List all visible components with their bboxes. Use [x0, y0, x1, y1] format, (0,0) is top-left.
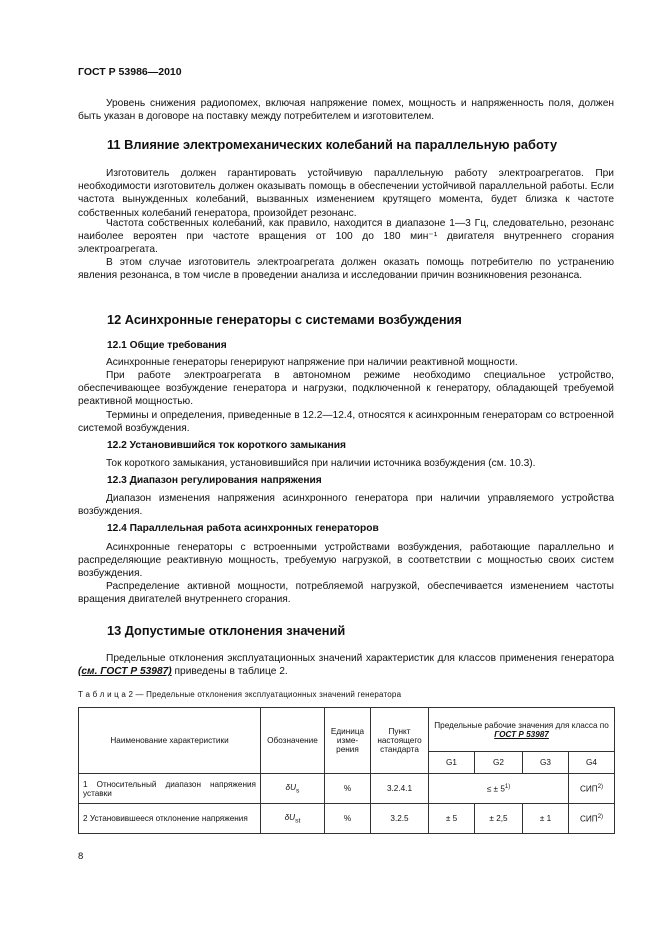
- subsection-12-2-title: 12.2 Установившийся ток короткого замыкания: [107, 440, 346, 451]
- table-row: [79, 774, 615, 804]
- row-2-symbol: $\delta U_{st}$: [261, 804, 325, 834]
- col-header-g2: G2: [475, 752, 523, 774]
- gost-53987-link[interactable]: (см. ГОСТ Р 53987): [78, 666, 172, 678]
- col-header-unit: Единица изме-рения: [325, 708, 371, 774]
- row-2-g3: ± 1: [523, 804, 569, 834]
- subsection-12-2-text: Ток короткого замыкания, установившийся при наличии источника возбуждения (см. 10.3).: [106, 458, 536, 469]
- row-2-unit: %: [325, 804, 371, 834]
- row-1-g1-g3: ≤ ± $5^{1)}$: [429, 774, 569, 804]
- subsection-12-4-paragraph-1: Асинхронные генераторы с встроенными устройствами возбуждения, работающие параллельно и распределяющие реактивную мощность, требуемую нагрузкой, в соответствии с мощностью своих систем возбуждения.: [78, 542, 614, 580]
- row-2-name: 2 Установившееся отклонение напряжения: [79, 804, 261, 834]
- subsection-12-1-title: 12.1 Общие требования: [107, 340, 227, 351]
- row-1-symbol: $\delta U_s$: [261, 774, 325, 804]
- running-header: ГОСТ Р 53986—2010: [78, 66, 182, 78]
- row-1-clause: 3.2.4.1: [371, 774, 429, 804]
- row-2-g1: ± 5: [429, 804, 475, 834]
- subsection-12-1-paragraph-1: Асинхронные генераторы генерируют напряжение при наличии реактивной мощности.: [106, 357, 518, 368]
- subsection-12-4-title: 12.4 Параллельная работа асинхронных генераторов: [107, 523, 379, 534]
- section-11-title: 11 Влияние электромеханических колебаний на параллельную работу: [107, 137, 558, 152]
- subsection-12-1-paragraph-3: Термины и определения, приведенные в 12.2—12.4, относятся к асинхронным генераторам со встроенной системой возбуждения.: [78, 410, 614, 435]
- row-2-g4: СИП$^{2)}$: [569, 804, 615, 834]
- row-2-clause: 3.2.5: [371, 804, 429, 834]
- col-header-g1: G1: [429, 752, 475, 774]
- col-header-symbol: Обозначение: [261, 708, 325, 774]
- col-header-name: Наименование характеристики: [79, 708, 261, 774]
- limits-table: [78, 707, 615, 834]
- subsection-12-4-paragraph-2: Распределение активной мощности, потребляемой нагрузкой, обеспечивается изменением частоты вращения двигателей внутреннего сгорания.: [78, 581, 614, 606]
- page-number: 8: [78, 851, 84, 862]
- col-header-g3: G3: [523, 752, 569, 774]
- subsection-12-1-paragraph-2: При работе электроагрегата в автономном режиме необходимо специальное устройство, обеспечивающее возбуждение генератора и нагрузки, подключенной к генератору, обладающей требуемой реактивной мощностью.: [78, 370, 614, 408]
- section-11-paragraph-2: Частота собственных колебаний, как правило, находится в диапазоне 1—3 Гц, следовательно, резонанс наиболее вероятен при частоте вращения от 100 до 180 мин⁻¹ двигателя внутреннего сгорания электроагрегата.: [78, 218, 614, 256]
- col-header-g4: G4: [569, 752, 615, 774]
- col-header-limits: Предельные рабочие значения для класса по ГОСТ Р 53987: [429, 708, 615, 752]
- section-11-paragraph-1: Изготовитель должен гарантировать устойчивую параллельную работу электроагрегатов. При необходимости изготовитель должен оказывать помощь в обеспечении устойчивой параллельной работы. Если частота вынужденных колебаний, вызванных изменением крутящего момента, будет близка к частоте собственных колебаний генератора, произойдет резонанс.: [78, 168, 614, 219]
- table-caption: Т а б л и ц а 2 — Предельные отклонения эксплуатационных значений генератора: [78, 690, 402, 699]
- col-header-clause: Пункт настоящего стандарта: [371, 708, 429, 774]
- intro-paragraph: Уровень снижения радиопомех, включая напряжение помех, мощность и напряженность поля, должен быть указан в договоре на поставку между потребителем и изготовителем.: [78, 98, 614, 123]
- row-1-name: 1 Относительный диапазон напряжения уставки: [79, 774, 261, 804]
- table-row: [79, 804, 615, 834]
- section-13-paragraph: Предельные отклонения эксплуатационных значений характеристик для классов применения генератора (см. ГОСТ Р 53987) приведены в таблице 2.: [78, 653, 614, 678]
- section-13-title: 13 Допустимые отклонения значений: [107, 623, 346, 638]
- row-1-unit: %: [325, 774, 371, 804]
- section-11-paragraph-3: В этом случае изготовитель электроагрегата должен оказать помощь потребителю по устранению явления резонанса, в том числе в проведении анализа и исследовании причин возникновения резонанса.: [78, 257, 614, 282]
- row-1-g4: СИП$^{2)}$: [569, 774, 615, 804]
- row-2-g2: ± 2,5: [475, 804, 523, 834]
- table-gost-link[interactable]: ГОСТ Р 53987: [494, 729, 549, 739]
- subsection-12-3-text: Диапазон изменения напряжения асинхронного генератора при наличии управляемого устройства возбуждения.: [78, 493, 614, 518]
- section-12-title: 12 Асинхронные генераторы с системами возбуждения: [107, 312, 462, 327]
- subsection-12-3-title: 12.3 Диапазон регулирования напряжения: [107, 475, 322, 486]
